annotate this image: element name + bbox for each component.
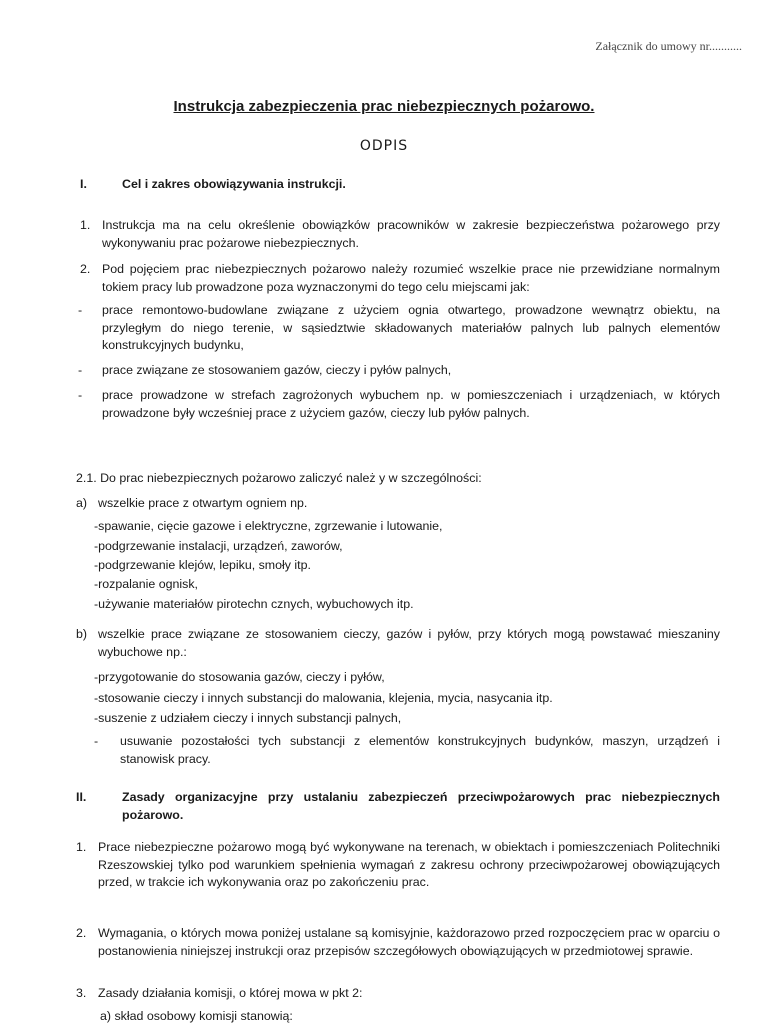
point-a-line: -podgrzewanie instalacji, urządzeń, zaworów, (94, 539, 343, 553)
section-1-heading (80, 176, 718, 194)
section-2-item-2 (76, 925, 720, 960)
point-a-line: -podgrzewanie klejów, lepiku, smoły itp. (94, 558, 311, 572)
point-a-line: -używanie materiałów pirotechn cznych, wybuchowych itp. (94, 597, 414, 611)
list-marker: 1. (76, 840, 87, 854)
list-item-dash-1 (78, 302, 720, 355)
section-1-title: Cel i zakres obowiązywania instrukcji. (122, 177, 346, 191)
list-item-text: prace prowadzone w strefach zagrożonych wybuchem np. w pomieszczeniach i urządzeniach, w których prowadzone były wcześniej prace z użyciem gazów, cieczy lub pyłów palnych. (102, 388, 720, 420)
list-marker: 3. (76, 986, 87, 1000)
list-marker: - (94, 734, 99, 748)
point-b-text: wszelkie prace związane ze stosowaniem cieczy, gazów i pyłów, przy których mogą powstawać mieszaniny wybuchowe np.: (98, 627, 720, 659)
list-marker: 2. (80, 262, 91, 276)
list-item-text: prace remontowo-budowlane związane z użyciem ognia otwartego, prowadzone wewnątrz obiektu, na przyległym do niego terenie, w sąsiedztwie składowanych materiałów palnych lub palnych elementów konstrukcyjnych budynku, (102, 303, 720, 352)
point-b-last (94, 733, 720, 768)
document-title: Instrukcja zabezpieczenia prac niebezpiecznych pożarowo. (173, 98, 595, 115)
list-item-1 (80, 217, 720, 252)
list-marker: - (78, 303, 83, 317)
list-item-text: Prace niebezpieczne pożarowo mogą być wykonywane na terenach, w obiektach i pomieszczeniach Politechniki Rzeszowskiej tylko pod warunkiem spełnienia wymagań z zakresu ochrony przeciwpożarowej obowiązujących przed, w trakcie ich wykonywania oraz po zakończeniu prac. (98, 840, 720, 889)
point-b-line: -suszenie z udziałem cieczy i innych substancji palnych, (94, 711, 402, 725)
list-item-text: Pod pojęciem prac niebezpiecznych pożarowo należy rozumieć wszelkie prace nie przewidziane normalnym tokiem pracy lub prowadzone poza wyznaczonymi do tego celu miejscami jak: (102, 262, 720, 294)
section-2-title: Zasady organizacyjne przy ustalaniu zabezpieczeń przeciwpożarowych prac niebezpiecznych pożarowo. (122, 790, 720, 822)
section-2-subpoint-a: a) skład osobowy komisji stanowią: (100, 1009, 293, 1023)
list-marker: b) (76, 627, 88, 641)
list-item-text: Wymagania, o których mowa poniżej ustalane są komisyjnie, każdorazowo przed rozpoczęciem prac w oparciu o postanowienia niniejszej instrukcji oraz przepisów szczegółowych obowiązujących w przedmiotowej sprawie. (98, 926, 720, 958)
list-item-text: prace związane ze stosowaniem gazów, cieczy i pyłów palnych, (102, 363, 452, 377)
list-item-2 (80, 261, 720, 296)
list-marker: 2. (76, 926, 87, 940)
point-b-line: -przygotowanie do stosowania gazów, cieczy i pyłów, (94, 670, 385, 684)
point-b-last-text: usuwanie pozostałości tych substancji z elementów konstrukcyjnych budynków, maszyn, urządzeń i stanowisk pracy. (120, 734, 720, 766)
section-1-number: I. (80, 177, 87, 191)
list-marker: a) (76, 496, 88, 510)
section-2-item-3 (76, 985, 720, 1003)
point-b (76, 626, 720, 661)
point-b-line: -stosowanie cieczy i innych substancji do malowania, klejenia, mycia, nasycania itp. (94, 691, 553, 705)
point-a-line: -spawanie, cięcie gazowe i elektryczne, zgrzewanie i lutowanie, (94, 519, 443, 533)
list-marker: 1. (80, 218, 91, 232)
point-a-line: -rozpalanie ognisk, (94, 577, 199, 591)
point-a-text: wszelkie prace z otwartym ogniem np. (98, 496, 308, 510)
list-marker: - (78, 388, 83, 402)
annex-note: Załącznik do umowy nr........... (595, 39, 742, 53)
list-item-dash-3 (78, 387, 720, 422)
list-item-dash-2 (78, 362, 720, 380)
list-marker: - (78, 363, 83, 377)
section-2-number: II. (76, 790, 87, 804)
document-subtitle: ODPIS (359, 138, 409, 154)
section-2-heading (76, 789, 720, 824)
point-a (76, 495, 720, 513)
subsection-2-1: 2.1. Do prac niebezpiecznych pożarowo zaliczyć należ y w szczególności: (76, 471, 482, 485)
section-2-item-1 (76, 839, 720, 892)
list-item-text: Instrukcja ma na celu określenie obowiązków pracowników w zakresie bezpieczeństwa pożarowego przy wykonywaniu prac pożarowe niebezpiecznych. (102, 218, 720, 250)
list-item-text: Zasady działania komisji, o której mowa w pkt 2: (98, 986, 363, 1000)
